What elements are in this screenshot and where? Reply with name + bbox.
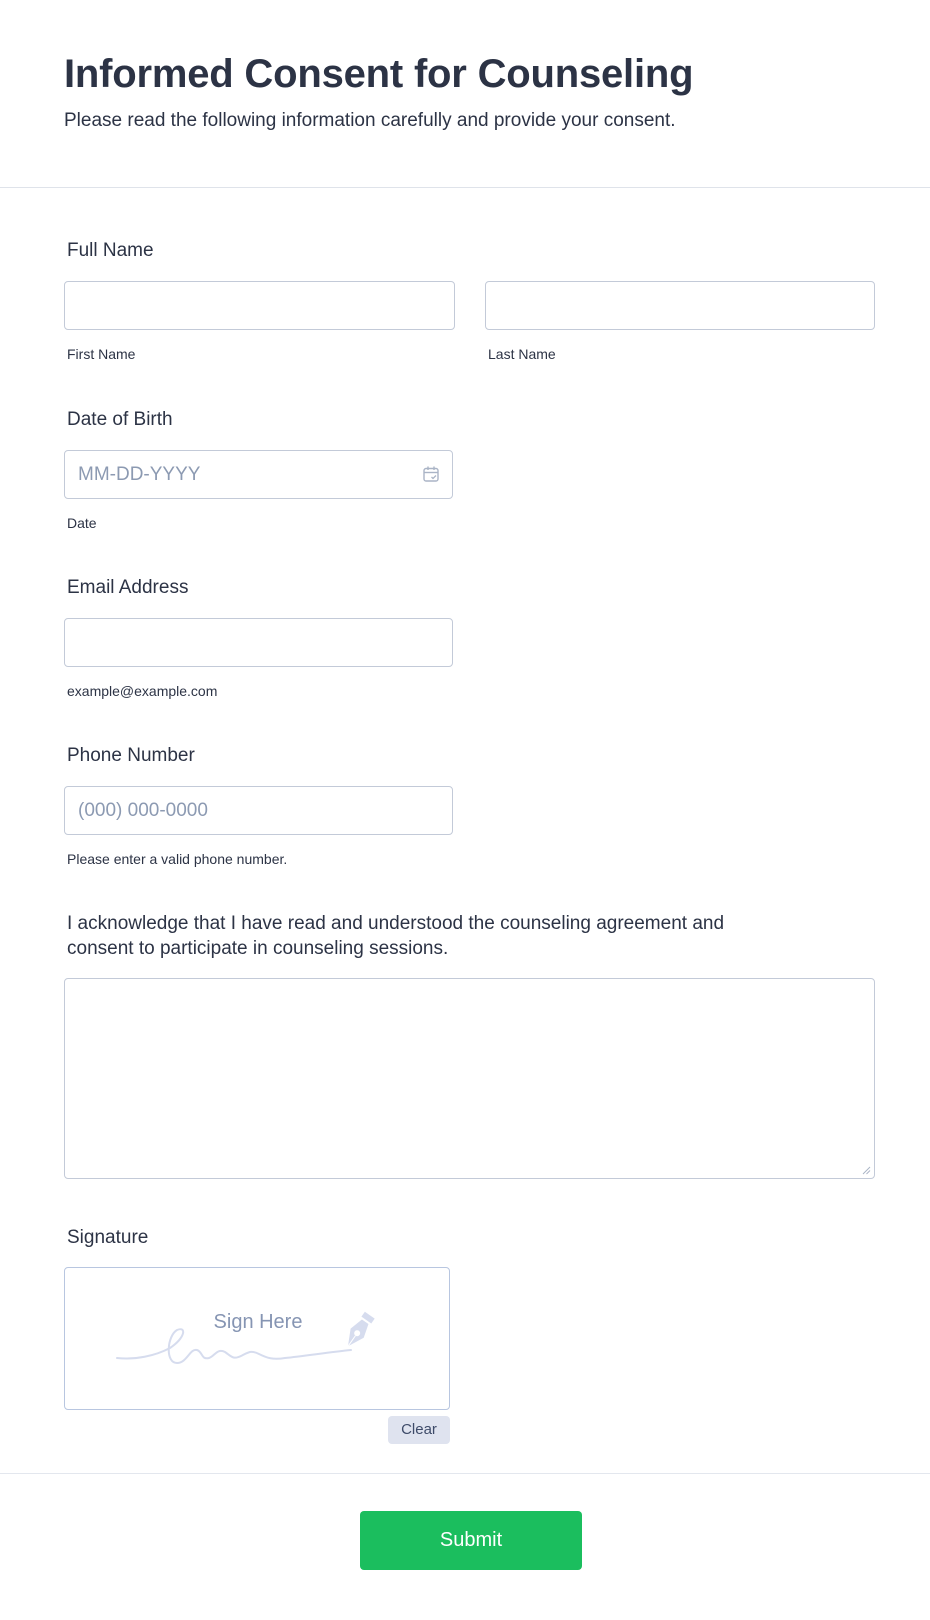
acknowledgement-label-line2: consent to participate in counseling sessions. (67, 938, 449, 959)
footer-divider (0, 1473, 930, 1474)
first-name-input[interactable] (64, 281, 455, 330)
signature-pad[interactable] (64, 1267, 450, 1410)
submit-button[interactable]: Submit (360, 1511, 582, 1570)
page-subtitle: Please read the following information carefully and provide your consent. (64, 110, 676, 131)
signature-label: Signature (67, 1227, 149, 1248)
phone-input[interactable] (64, 786, 453, 835)
signature-placeholder: Sign Here (213, 1311, 303, 1333)
acknowledgement-textarea[interactable] (64, 978, 875, 1179)
phone-label: Phone Number (67, 745, 195, 766)
dob-sublabel: Date (67, 515, 97, 531)
resize-handle-icon[interactable] (861, 1165, 871, 1175)
dob-input[interactable] (64, 450, 453, 499)
page-title: Informed Consent for Counseling (64, 52, 694, 96)
form-header (0, 0, 930, 188)
email-input[interactable] (64, 618, 453, 667)
phone-placeholder: (000) 000-0000 (78, 800, 208, 821)
full-name-label: Full Name (67, 240, 154, 261)
last-name-sublabel: Last Name (488, 346, 556, 362)
clear-signature-button[interactable]: Clear (388, 1416, 450, 1444)
acknowledgement-label-line1: I acknowledge that I have read and understood the counseling agreement and (67, 913, 725, 934)
last-name-input[interactable] (485, 281, 875, 330)
email-sublabel: example@example.com (67, 683, 218, 699)
first-name-sublabel: First Name (67, 346, 136, 362)
phone-sublabel: Please enter a valid phone number. (67, 851, 288, 867)
email-label: Email Address (67, 577, 189, 598)
dob-label: Date of Birth (67, 409, 173, 430)
dob-placeholder: MM-DD-YYYY (78, 464, 201, 485)
calendar-icon[interactable] (422, 465, 440, 483)
